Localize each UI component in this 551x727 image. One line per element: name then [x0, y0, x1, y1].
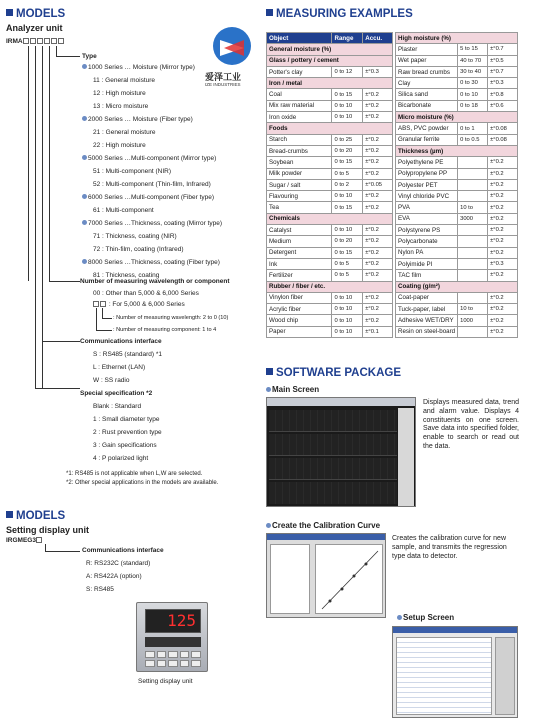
table-cell: 0 to 10: [458, 89, 488, 100]
table-cell: [458, 258, 488, 269]
setting-display-device: [136, 602, 208, 672]
table-cell: 10 to: [458, 202, 488, 213]
comm2-item: S: RS485: [86, 586, 114, 593]
table-cell: ±°0.2: [488, 179, 518, 190]
table-row: [267, 304, 393, 315]
calibration-heading: Create the Calibration Curve: [266, 521, 380, 530]
analyzer-unit-heading: Analyzer unit: [6, 23, 63, 33]
table-row: [267, 236, 393, 247]
measuring-title: MEASURING EXAMPLES: [266, 8, 413, 20]
main-screen-heading: Main Screen: [266, 385, 319, 394]
series-item: 71 : Thickness, coating (NIR): [93, 233, 177, 240]
table-cell: ±°0.5: [488, 55, 518, 66]
special-item: Blank : Standard: [93, 403, 142, 410]
category-cell: Chemicals: [267, 213, 393, 224]
table-category-row: [267, 55, 393, 66]
table-cell: Tea: [267, 202, 332, 213]
series-item: 12 : High moisture: [93, 90, 146, 97]
category-cell: Thickness (µm): [396, 145, 518, 156]
series-item: 13 : Micro moisture: [93, 103, 149, 110]
comm2-item: A: RS422A (option): [86, 573, 142, 580]
main-screen-description: Displays measured data, trend and alarm value. Displays 4 constituents on one screen. Save data into specified folder, enable to search or read out the data.: [423, 399, 519, 450]
table-cell: Granular ferrite: [396, 134, 458, 145]
table-cell: Paper: [267, 326, 332, 337]
category-cell: Rubber / fiber / etc.: [267, 281, 393, 292]
table-category-row: [267, 44, 393, 55]
table-row: [396, 258, 518, 269]
table-cell: [458, 236, 488, 247]
measuring-table-right: [395, 32, 518, 338]
table-cell: 0 to 12: [332, 66, 363, 77]
table-cell: Flavouring: [267, 191, 332, 202]
table-cell: Wet paper: [396, 55, 458, 66]
table-row: [396, 157, 518, 168]
series-item: 51 : Multi-component (NIR): [93, 168, 172, 175]
table-cell: 0 to 15: [332, 157, 363, 168]
table-row: [267, 326, 393, 337]
table-row: [396, 89, 518, 100]
table-cell: [458, 179, 488, 190]
table-row: [396, 270, 518, 281]
table-row: [396, 123, 518, 134]
comm-item: W : SS radio: [93, 377, 130, 384]
table-cell: [458, 247, 488, 258]
table-cell: 0 to 10: [332, 100, 363, 111]
table-row: [267, 112, 393, 123]
table-cell: ±°0.2: [488, 168, 518, 179]
comm-label: Communications interface: [80, 338, 162, 345]
table-row: [267, 100, 393, 111]
table-cell: 0 to 10: [332, 326, 363, 337]
series-heading: 1000 Series … Moisture (Mirror type): [82, 64, 195, 72]
table-cell: 0 to 2: [332, 179, 363, 190]
table-cell: Polypropylene PP: [396, 168, 458, 179]
models-title: MODELS: [6, 8, 65, 20]
table-row: [396, 304, 518, 315]
table-cell: Soybean: [267, 157, 332, 168]
table-row: [396, 44, 518, 55]
table-cell: ±°0.2: [488, 157, 518, 168]
table-category-row: [396, 112, 518, 123]
table-cell: 0 to 5: [332, 258, 363, 269]
table-category-row: [267, 213, 393, 224]
table-cell: ±°0.8: [488, 89, 518, 100]
table-cell: ±°0.2: [488, 315, 518, 326]
table-cell: ±°0.6: [488, 100, 518, 111]
table-category-row: [267, 123, 393, 134]
table-cell: Coat-paper: [396, 292, 458, 303]
wavelength-label: Number of measuring wavelength or component: [80, 278, 230, 285]
table-cell: ±°0.08: [488, 134, 518, 145]
table-cell: 0 to 10: [332, 225, 363, 236]
series-item: 72 : Thin-film, coating (Infrared): [93, 246, 184, 253]
table-cell: 0 to 25: [332, 134, 363, 145]
table-row: [396, 225, 518, 236]
table-row: [267, 315, 393, 326]
category-cell: General moisture (%): [267, 44, 393, 55]
table-cell: ±°0.08: [488, 123, 518, 134]
category-cell: Glass / pottery / cement: [267, 55, 393, 66]
table-row: [396, 66, 518, 77]
table-cell: Vinylon fiber: [267, 292, 332, 303]
special-item: 4 : P polarized light: [93, 455, 149, 462]
software-title: SOFTWARE PACKAGE: [266, 367, 401, 379]
table-row: [267, 89, 393, 100]
table-cell: 0 to 15: [332, 247, 363, 258]
table-row: [267, 258, 393, 269]
table-cell: PVA: [396, 202, 458, 213]
table-cell: ±°0.2: [363, 258, 393, 269]
series-heading: 5000 Series …Multi-component (Mirror type): [82, 155, 216, 163]
table-cell: Starch: [267, 134, 332, 145]
table-row: [396, 179, 518, 190]
table-cell: ±°0.7: [488, 44, 518, 55]
table-row: [267, 168, 393, 179]
table-cell: ±°0.2: [488, 304, 518, 315]
table-cell: EVA: [396, 213, 458, 224]
table-category-row: [267, 78, 393, 89]
table-cell: 30 to 40: [458, 66, 488, 77]
setup-screen-screenshot: [392, 626, 518, 718]
table-row: [396, 213, 518, 224]
series-item: 11 : General moisture: [93, 77, 156, 84]
table-cell: 0 to 5: [332, 270, 363, 281]
table-cell: Ink: [267, 258, 332, 269]
table-cell: Nylon PA: [396, 247, 458, 258]
table-cell: 0 to 10: [332, 292, 363, 303]
setup-screen-heading: Setup Screen: [397, 613, 454, 622]
table-cell: ±°0.2: [363, 202, 393, 213]
table-row: [267, 145, 393, 156]
table-cell: Potter's clay: [267, 66, 332, 77]
table-cell: ±°0.3: [363, 66, 393, 77]
footnote: *1: RS485 is not applicable when L,W are selected.: [66, 471, 203, 477]
table-cell: [458, 292, 488, 303]
wavelength-count: : Number of measuring wavelength: 2 to 0 (10): [113, 315, 229, 321]
table-header-cell: Range: [332, 33, 363, 44]
table-row: [396, 100, 518, 111]
table-cell: 5 to 15: [458, 44, 488, 55]
table-cell: ±°0.2: [488, 326, 518, 337]
table-cell: 1000: [458, 315, 488, 326]
table-cell: [458, 191, 488, 202]
table-cell: 10 to: [458, 304, 488, 315]
table-row: [267, 202, 393, 213]
table-cell: 0 to 20: [332, 236, 363, 247]
table-category-row: [396, 145, 518, 156]
series-item: 21 : General moisture: [93, 129, 156, 136]
table-cell: ±°0.2: [363, 304, 393, 315]
footnote: *2: Other special applications in the models are available.: [66, 480, 219, 486]
table-cell: ±°0.1: [363, 326, 393, 337]
table-cell: Milk powder: [267, 168, 332, 179]
table-row: [267, 191, 393, 202]
series-item: 61 : Multi-component: [93, 207, 154, 214]
table-cell: ±°0.2: [363, 145, 393, 156]
table-cell: Silica sand: [396, 89, 458, 100]
table-cell: Vinyl chloride PVC: [396, 191, 458, 202]
table-cell: Sugar / salt: [267, 179, 332, 190]
table-cell: 0 to 10: [332, 112, 363, 123]
calibration-screenshot: [266, 533, 386, 618]
table-cell: [458, 225, 488, 236]
table-cell: Adhesive WET/DRY: [396, 315, 458, 326]
table-cell: 3000: [458, 213, 488, 224]
setting-unit-heading: Setting display unit: [6, 525, 90, 535]
table-cell: 0 to 10: [332, 315, 363, 326]
table-cell: [458, 157, 488, 168]
table-row: [267, 134, 393, 145]
table-cell: ±°0.2: [363, 168, 393, 179]
table-cell: Fertilizer: [267, 270, 332, 281]
special-item: 3 : Gain specifications: [93, 442, 157, 449]
table-cell: Polycarbonate: [396, 236, 458, 247]
table-category-row: [267, 281, 393, 292]
table-cell: Clay: [396, 78, 458, 89]
category-cell: Micro moisture (%): [396, 112, 518, 123]
table-cell: TAC film: [396, 270, 458, 281]
irma-code: IRMA: [6, 38, 65, 46]
series-item: 81 : Thickness, coating: [93, 272, 160, 279]
logo-text-cn: 爱泽工业: [205, 72, 242, 82]
table-row: [267, 270, 393, 281]
table-cell: Bicarbonate: [396, 100, 458, 111]
series-heading: 2000 Series … Moisture (Fiber type): [82, 116, 193, 124]
table-cell: ±°0.3: [488, 258, 518, 269]
wavelength-for: : For 5,000 & 6,000 Series: [93, 301, 185, 309]
table-row: [267, 225, 393, 236]
table-cell: ±°0.2: [488, 225, 518, 236]
logo-text-en: IZE INDUSTRIES: [205, 82, 241, 87]
comm-item: L : Ethernet (LAN): [93, 364, 146, 371]
table-header-cell: Object: [267, 33, 332, 44]
table-cell: 0 to 5: [332, 168, 363, 179]
table-row: [267, 247, 393, 258]
table-cell: 0 to 30: [458, 78, 488, 89]
table-cell: 0 to 0.5: [458, 134, 488, 145]
table-cell: ±°0.7: [488, 66, 518, 77]
series-heading: 6000 Series …Multi-component (Fiber type): [82, 194, 214, 202]
table-cell: Wood chip: [267, 315, 332, 326]
table-cell: Detergent: [267, 247, 332, 258]
table-cell: 0 to 10: [332, 304, 363, 315]
table-cell: ±°0.2: [488, 247, 518, 258]
table-row: [267, 292, 393, 303]
table-cell: Polyethylene PE: [396, 157, 458, 168]
table-row: [267, 179, 393, 190]
company-logo: [212, 26, 252, 66]
table-cell: [458, 168, 488, 179]
table-cell: 0 to 18: [458, 100, 488, 111]
table-cell: ±°0.2: [363, 270, 393, 281]
table-cell: ±°0.2: [488, 213, 518, 224]
table-cell: ±°0.2: [363, 89, 393, 100]
comm2-item: R: RS232C (standard): [86, 560, 151, 567]
table-cell: Coal: [267, 89, 332, 100]
category-cell: Iron / metal: [267, 78, 393, 89]
table-cell: Tuck-paper, label: [396, 304, 458, 315]
table-cell: ±°0.2: [363, 191, 393, 202]
table-cell: Polyester PET: [396, 179, 458, 190]
component-count: : Number of measuring component: 1 to 4: [113, 327, 217, 333]
table-cell: ±°0.2: [363, 315, 393, 326]
table-cell: ±°0.2: [488, 191, 518, 202]
special-item: 2 : Rust prevention type: [93, 429, 162, 436]
table-cell: Acrylic fiber: [267, 304, 332, 315]
wavelength-00: 00 : Other than 5,000 & 6,000 Series: [93, 290, 199, 297]
irgmeg-code: IRGMEG3: [6, 537, 43, 545]
series-item: 52 : Multi-component (Thin-film, Infrared): [93, 181, 211, 188]
table-cell: ±°0.2: [488, 270, 518, 281]
category-cell: Foods: [267, 123, 393, 134]
table-cell: 0 to 20: [332, 145, 363, 156]
series-heading: 7000 Series …Thickness, coating (Mirror type): [82, 220, 222, 228]
table-cell: 40 to 70: [458, 55, 488, 66]
table-row: [396, 236, 518, 247]
table-cell: ±°0.2: [363, 236, 393, 247]
series-item: 22 : High moisture: [93, 142, 146, 149]
table-row: [396, 315, 518, 326]
table-category-row: [396, 281, 518, 292]
table-cell: ±°0.2: [363, 100, 393, 111]
table-cell: 0 to 1: [458, 123, 488, 134]
table-cell: Bread-crumbs: [267, 145, 332, 156]
table-cell: ±°0.2: [363, 247, 393, 258]
table-cell: ±°0.05: [363, 179, 393, 190]
comm-item: S : RS485 (standard) *1: [93, 351, 163, 358]
table-row: [396, 191, 518, 202]
table-row: [267, 66, 393, 77]
table-cell: Mix raw material: [267, 100, 332, 111]
table-cell: [458, 326, 488, 337]
table-row: [396, 292, 518, 303]
table-row: [396, 134, 518, 145]
table-row: [396, 78, 518, 89]
table-cell: ±°0.2: [488, 292, 518, 303]
table-cell: ±°0.2: [363, 292, 393, 303]
table-cell: ±°0.2: [363, 134, 393, 145]
table-header-cell: High moisture (%): [396, 33, 518, 44]
table-cell: ±°0.2: [488, 202, 518, 213]
special-label: Special specification *2: [80, 390, 153, 397]
table-cell: [458, 270, 488, 281]
table-cell: 0 to 10: [332, 191, 363, 202]
table-cell: Raw bread crumbs: [396, 66, 458, 77]
table-row: [267, 157, 393, 168]
table-cell: ±°0.2: [363, 157, 393, 168]
type-label: Type: [82, 53, 97, 60]
table-row: [396, 55, 518, 66]
table-cell: Polyimide PI: [396, 258, 458, 269]
device-caption: Setting display unit: [138, 678, 193, 685]
category-cell: Coating (g/m²): [396, 281, 518, 292]
table-cell: ±°0.2: [363, 225, 393, 236]
table-cell: Resin on steel-board: [396, 326, 458, 337]
device-display: 125: [145, 609, 201, 633]
table-row: [396, 168, 518, 179]
models-title-2: MODELS: [6, 510, 65, 522]
series-heading: 8000 Series …Thickness, coating (Fiber type): [82, 259, 220, 267]
table-cell: Plaster: [396, 44, 458, 55]
table-cell: 0 to 15: [332, 202, 363, 213]
comm2-label: Communications interface: [82, 547, 164, 554]
main-screen-screenshot: [266, 397, 416, 507]
table-cell: Medium: [267, 236, 332, 247]
table-cell: ±°0.2: [363, 112, 393, 123]
special-item: 1 : Small diameter type: [93, 416, 160, 423]
calibration-description: Creates the calibration curve for new sample, and transmits the regression type data to detector.: [392, 535, 507, 560]
table-cell: Iron oxide: [267, 112, 332, 123]
table-cell: Polystyrene PS: [396, 225, 458, 236]
table-header-cell: Accu.: [363, 33, 393, 44]
table-cell: Catalyst: [267, 225, 332, 236]
table-row: [396, 247, 518, 258]
measuring-table-left: [266, 32, 393, 338]
table-row: [396, 202, 518, 213]
table-cell: 0 to 15: [332, 89, 363, 100]
table-cell: ±°0.2: [488, 236, 518, 247]
table-cell: ±°0.3: [488, 78, 518, 89]
table-row: [396, 326, 518, 337]
table-cell: ABS, PVC powder: [396, 123, 458, 134]
